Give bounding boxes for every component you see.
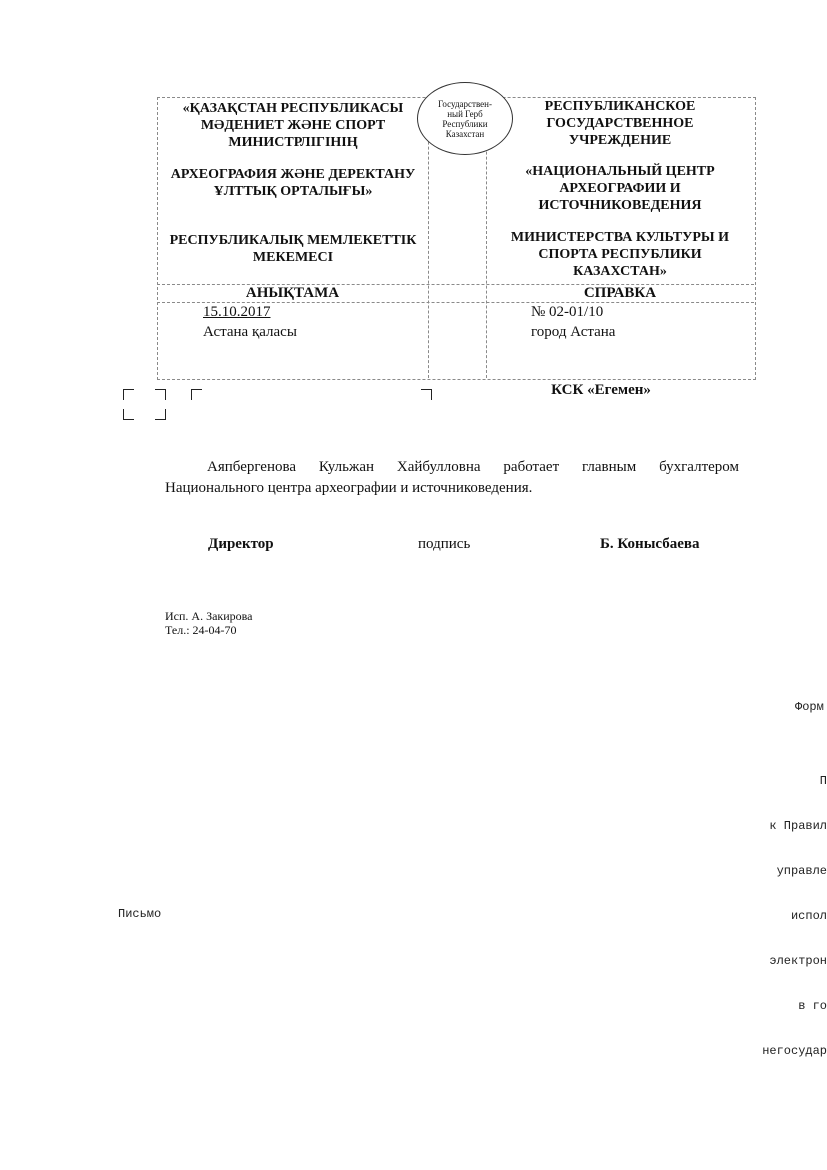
doc-date: 15.10.2017 — [203, 304, 271, 320]
header-left-ministry: «ҚАЗАҚСТАН РЕСПУБЛИКАСЫ МӘДЕНИЕТ ЖӘНЕ СПОРТ МИНИСТРЛІГІНІҢ — [182, 101, 404, 150]
doc-number: № 02-01/10 — [531, 304, 604, 320]
signature-position: Директор — [208, 536, 274, 552]
executor-phone: Тел.: 24-04-70 — [165, 623, 237, 637]
doc-type-kz: АНЫҚТАМА — [245, 285, 340, 301]
executor-name: Исп. А. Закирова — [165, 609, 253, 623]
form-label: Форм — [795, 700, 824, 714]
header-right-center: «НАЦИОНАЛЬНЫЙ ЦЕНТР АРХЕОГРАФИИ И ИСТОЧНИКОВЕДЕНИЯ — [525, 164, 715, 213]
letter-label: Письмо — [118, 907, 162, 921]
doc-city-ru: город Астана — [531, 324, 616, 340]
body-text: Аяпбергенова Кульжан Хайбулловна работает главным бухгалтером Национального центра археографии и источниковедения. — [165, 459, 739, 496]
annex-block: П к Правил управле испол электрон в го негосудар — [762, 774, 827, 1058]
signature-name: Б. Конысбаева — [600, 536, 700, 552]
header-left-center: АРХЕОГРАФИЯ ЖӘНЕ ДЕРЕКТАНУ ҰЛТТЫҚ ОРТАЛЫҒЫ» — [170, 167, 416, 199]
doc-city-kz: Астана қаласы — [203, 324, 297, 340]
signature-sign: подпись — [418, 536, 471, 552]
emblem: Государствен- ный Герб Республики Казахстан — [417, 82, 513, 155]
addressee: КСК «Егемен» — [551, 382, 651, 398]
header-right-ministry: МИНИСТЕРСТВА КУЛЬТУРЫ И СПОРТА РЕСПУБЛИКИ КАЗАХСТАН» — [510, 230, 730, 279]
header-left-status: РЕСПУБЛИКАЛЫҚ МЕМЛЕКЕТТІК МЕКЕМЕСІ — [169, 233, 417, 265]
header-right-status: РЕСПУБЛИКАНСКОЕ ГОСУДАРСТВЕННОЕ УЧРЕЖДЕНИЕ — [544, 99, 696, 148]
doc-type-ru: СПРАВКА — [583, 285, 657, 301]
